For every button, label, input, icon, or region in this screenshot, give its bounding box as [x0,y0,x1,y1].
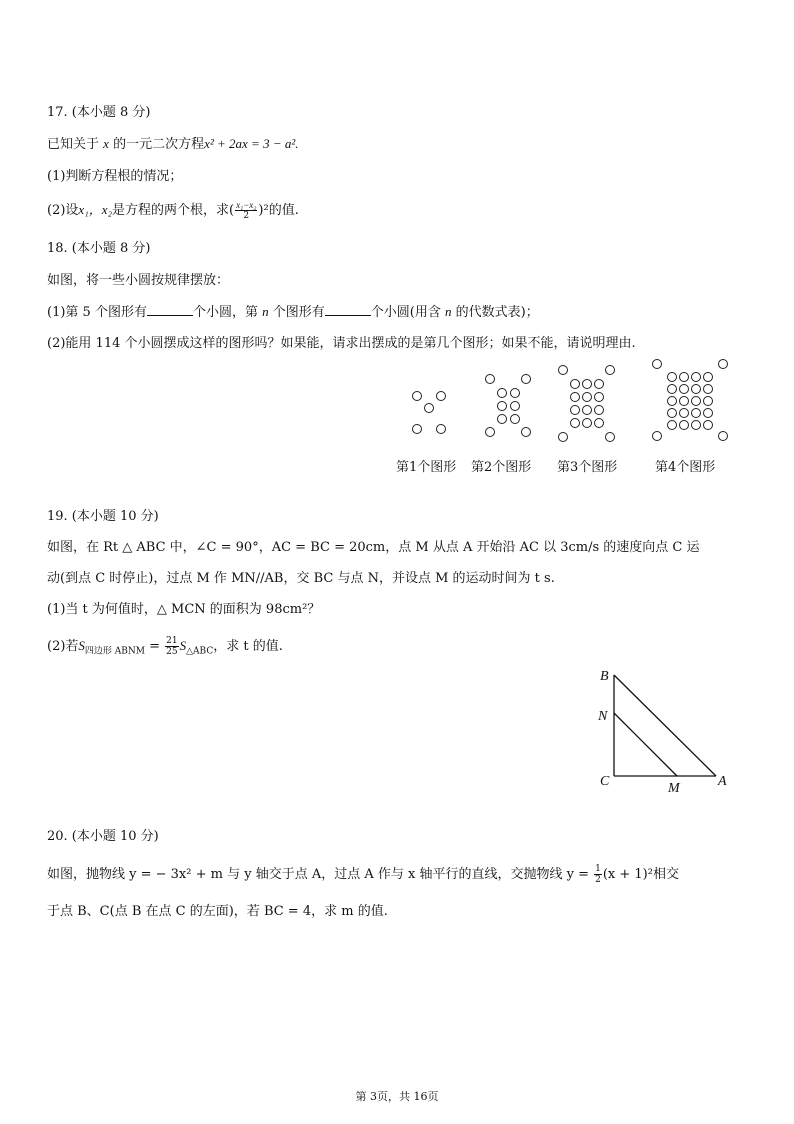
q19-part2: (2)若$S_{四边形 ABNM}$ = $\frac{21}{25}$ $S_{\triangle ABC}$，求 t 的值. [47,636,283,657]
q20-stem-line1: 如图，抛物线 y = − 3x² + m 与 y 轴交于点 A，过点 A 作与 x 轴平行的直线，交抛物线 y = $\frac{1}{2}$ (x + 1)²相交 [47,864,679,885]
answer-blank-2 [325,303,371,316]
caption-figure-3: 第3个图形 [557,460,618,475]
q17-stem: 已知关于 x 的一元二次方程x² + 2ax = 3 − a². [47,136,299,152]
q18-header: 18. (本小题 8 分) [47,241,151,256]
q18-part1: (1)第 5 个图形有 个小圆，第 n 个图形有 个小圆(用含 n 的代数式表)； [47,304,539,320]
segment-MN [614,713,677,776]
caption-figure-1: 第1个图形 [396,460,457,475]
q19-stem-line2: 动(到点 C 时停止)，过点 M 作 MN//AB，交 BC 与点 N，并设点 M 的运动时间为 t s. [47,571,555,586]
caption-figure-2: 第2个图形 [471,460,532,475]
q18-intro: 如图，将一些小圆按规律摆放： [47,273,230,288]
label-A: A [718,774,727,789]
pattern-4 [653,360,728,441]
answer-blank-1 [147,303,193,316]
label-C: C [600,774,610,789]
q17-part1: (1)判断方程根的情况； [47,169,183,184]
q17-part2: (2)设x₁，x₂是方程的两个根，求( $\frac{\text{x₁−x₂}}{2}$ )²的值. [47,200,299,221]
q17-fraction: $\frac{\text{x₁−x₂}}{2}$ [236,200,257,221]
q20-stem-line2: 于点 B、C(点 B 在点 C 的左面)，若 BC = 4，求 m 的值. [47,904,388,919]
segment-AB [614,675,716,776]
label-M: M [668,781,680,796]
label-B: B [600,669,609,684]
caption-figure-4: 第4个图形 [655,460,716,475]
q19-part1: (1)当 t 为何值时，△ MCN 的面积为 98cm²？ [47,602,321,617]
page-footer: 第 3页，共 16页 [355,1090,439,1103]
q17-header: 17. (本小题 8 分) [47,105,151,120]
q20-header: 20. (本小题 10 分) [47,829,159,844]
q19-fraction: $\frac{21}{25}$ [166,636,178,657]
q19-header: 19. (本小题 10 分) [47,509,159,524]
pattern-1 [413,392,446,434]
q20-fraction: $\frac{1}{2}$ [595,864,601,885]
pattern-2 [486,375,531,437]
pattern-3 [559,366,615,442]
q19-stem-line1: 如图，在 Rt △ ABC 中，∠C = 90°，AC = BC = 20cm，点 M 从点 A 开始沿 AC 以 3cm/s 的速度向点 C 运 [47,540,700,555]
q18-part2: (2)能用 114 个小圆摆成这样的图形吗？如果能，请求出摆成的是第几个图形；如果不能，请说明理由. [47,336,636,351]
label-N: N [598,709,608,724]
